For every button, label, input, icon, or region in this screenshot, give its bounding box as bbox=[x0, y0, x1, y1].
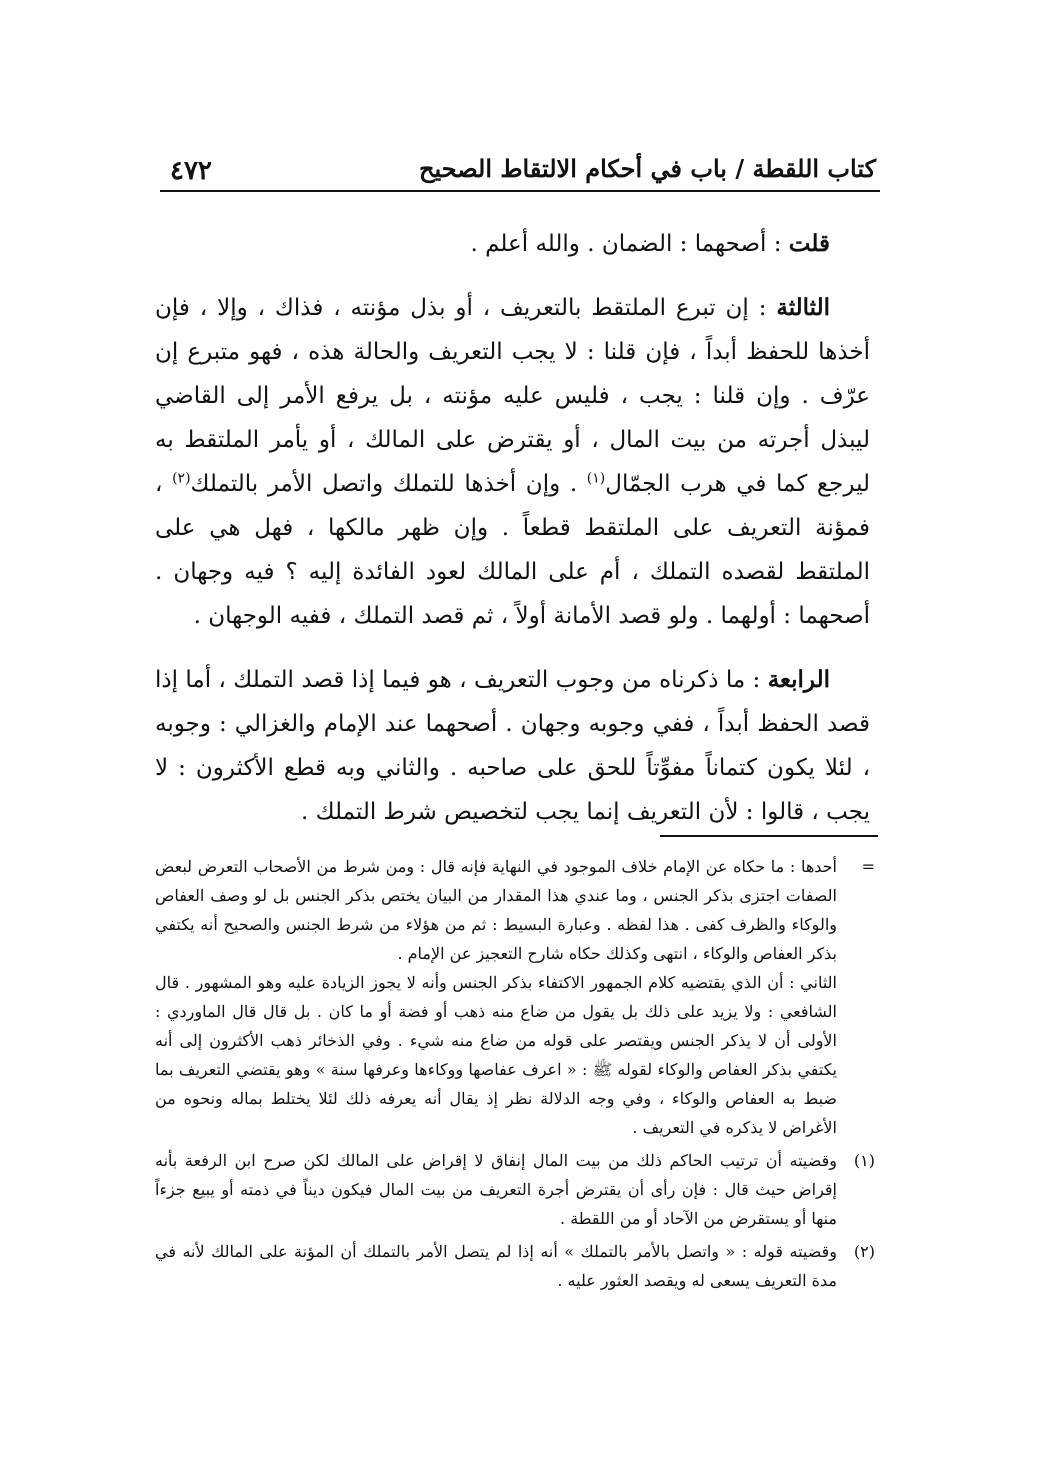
running-title: كتاب اللقطة / باب في أحكام الالتقاط الصحيح bbox=[418, 154, 876, 183]
footnote-mark: (١) bbox=[853, 1151, 875, 1170]
paragraph-lead: قلت bbox=[788, 230, 830, 257]
page-header bbox=[160, 150, 880, 192]
paragraph-lead: الثالثة bbox=[776, 294, 830, 321]
footnote-ref: (٢) bbox=[172, 470, 191, 487]
main-text bbox=[155, 222, 870, 854]
footnote-mark: (٢) bbox=[853, 1242, 875, 1261]
footnote-2 bbox=[155, 1237, 875, 1295]
paragraph-fourth bbox=[155, 658, 870, 834]
footnote-continued bbox=[155, 852, 875, 1142]
paragraph-text: : إن تبرع الملتقط بالتعريف ، أو بذل مؤنته ، فذاك ، وإلا ، فإن أخذها للحفظ أبداً ، فإن قلنا : لا يجب التعريف والحالة هذه ، فهو متبرع إن عرّف . وإن قلنا : يجب ، فليس عليه مؤنته ، بل يرفع الأمر إلى القاضي ليبذل أجرته من بيت المال ، أو يقترض على المالك ، أو يأمر الملتقط به ليرجع كما في هرب الجمّال bbox=[155, 295, 871, 497]
paragraph-qult bbox=[155, 222, 870, 266]
footnote-mark: = bbox=[861, 857, 875, 876]
paragraph-text: ، فمؤنة التعريف على الملتقط قطعاً . وإن ظهر مالكها ، فهل هي على الملتقط لقصده التملك ، أم على المالك لعود الفائدة إليه ؟ فيه وجهان . أصحهما : أولهما . ولو قصد الأمانة أولاً ، ثم قصد التملك ، ففيه الوجهان . bbox=[155, 471, 870, 629]
footnote-text: وقضيته قوله : « واتصل بالأمر بالتملك » أنه إذا لم يتصل الأمر بالتملك أن المؤنة على المالك لأنه في مدة التعريف يسعى له ويقصد العثور عليه . bbox=[155, 1242, 837, 1290]
footnote-1 bbox=[155, 1146, 875, 1233]
paragraph-lead: الرابعة bbox=[767, 666, 830, 693]
footnote-paragraph: الثاني : أن الذي يقتضيه كلام الجمهور الاكتفاء بذكر الجنس وأنه لا يجوز الزيادة عليه وهو المشهور . قال الشافعي : ولا يزيد على ذلك بل يقول من ضاع منه ذهب أو فضة أو ما كان . بل قال قال الماوردي : الأولى أن لا يذكر الجنس ويقتصر على قوله من ضاع منه شيء . وفي الذخائر ذهب الأكثرون إلى أنه يكتفي بذكر العفاص والوكاء لقوله ﷺ : « اعرف عفاصها ووكاءها وعرفها سنة » وهو يقتضي التعريف بما ضبط به العفاص والوكاء ، وفي وجه الدلالة نظر إذ يقال أنه يعرفه ذلك لئلا يختلط بماله ونحوه من الأغراض لا يذكره في التعريف . bbox=[155, 973, 837, 1137]
footnote-separator bbox=[660, 835, 878, 837]
page-number: ٤٧٢ bbox=[170, 156, 212, 186]
paragraph-third bbox=[155, 286, 870, 638]
footnotes bbox=[155, 852, 875, 1299]
footnote-ref: (١) bbox=[586, 470, 606, 487]
paragraph-text: : ما ذكرناه من وجوب التعريف ، هو فيما إذا قصد التملك ، أما إذا قصد الحفظ أبداً ، ففي وجوبه وجهان . أصحهما عند الإمام والغزالي : وجوبه ، لئلا يكون كتماناً مفوِّتاً للحق على صاحبه . والثاني وبه قطع الأكثرون : لا يجب ، قالوا : لأن التعريف إنما يجب لتخصيص شرط التملك . bbox=[155, 667, 870, 825]
paragraph-text: . وإن أخذها للتملك واتصل الأمر بالتملك bbox=[190, 471, 578, 497]
footnote-text: وقضيته أن ترتيب الحاكم ذلك من بيت المال إنفاق لا إقراض على المالك لكن صرح ابن الرفعة بأنه إقراض حيث قال : فإن رأى أن يقترض أجرة التعريف من بيت المال فيكون ديناً في ذمته أو يبيع جزءاً منها أو يستقرض من الآحاد أو من اللقطة . bbox=[155, 1151, 837, 1228]
paragraph-text: : أصحهما : الضمان . والله أعلم . bbox=[470, 231, 782, 257]
footnote-paragraph: أحدها : ما حكاه عن الإمام خلاف الموجود في النهاية فإنه قال : ومن شرط من الأصحاب التعرض لبعض الصفات اجتزى بذكر الجنس ، وما عندي هذا المقدار من البيان يختص بذكر الجنس بل لو وصف العفاص والوكاء والظرف كفى . هذا لفظه . وعبارة البسيط : ثم من هؤلاء من شرط الجنس والصحيح أنه يكتفي بذكر العفاص والوكاء ، انتهى وكذلك حكاه شارح التعجيز عن الإمام . bbox=[155, 857, 837, 963]
